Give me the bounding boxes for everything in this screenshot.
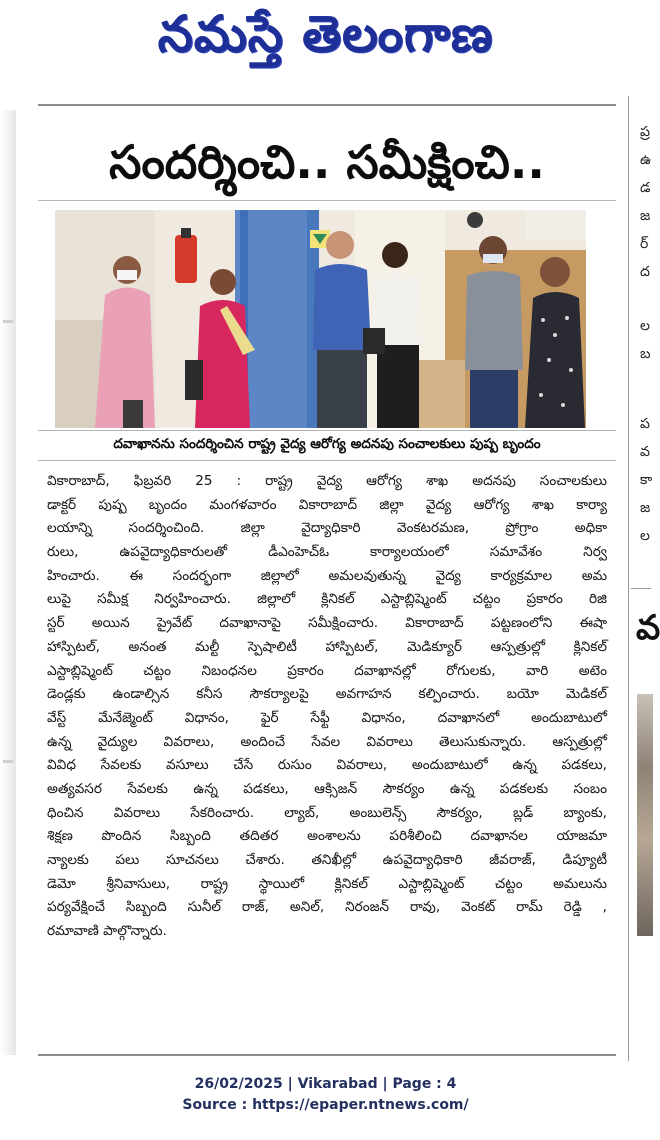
body-line: స్టర్ అయిన ప్రైవేట్ దవాఖానాపై సమీక్షించారు. వికారాబాద్ పట్టణంలోని ఈషా	[47, 615, 607, 632]
body-line: ధించిన వివరాలు సేకరించారు. ల్యాబ్, అంబులెన్స్ సౌకర్యం, బ్లడ్ బ్యాంకు,	[47, 804, 607, 821]
neighbor-glyph: వ	[640, 444, 650, 460]
body-line: హించారు. ఈ సందర్భంగా జిల్లాలో అమలవుతున్న వైద్య కార్యక్రమాల అమ	[47, 567, 607, 584]
body-line: డెమో శ్రీనివాసులు, రాష్ట్ర స్థాయిలో క్లినికల్ ఎస్టాబ్లిష్మెంట్ చట్టం అమలును	[47, 875, 607, 892]
article-headline: సందర్శించి.. సమీక్షించి..	[109, 135, 545, 189]
body-line: రమావాణి పాల్గొన్నారు.	[47, 923, 167, 940]
body-line: రులు, ఉపవైద్యాధికారులతో డీఎంహెచ్ఓ కార్యాలయంలో సమావేశం నిర్వ	[47, 544, 607, 561]
body-line: శిక్షణ పొందిన సిబ్బంది తదితర అంశాలను పరిశీలించి దవాఖానల యాజమా	[47, 828, 607, 845]
neighbor-glyph: డ	[640, 180, 651, 196]
neighbor-glyph: ఉ	[640, 152, 652, 168]
edge-mark	[3, 320, 13, 323]
column-divider	[628, 96, 629, 1061]
body-line: ఎస్టాబ్లిష్మెంట్ చట్టం నిబంధనల ప్రకారం దవాఖానల్లో రోగులకు, వారి అటెం	[47, 662, 607, 679]
article-photo	[55, 210, 586, 428]
body-line: న్యాలకు పలు సూచనలు చేశారు. తనిఖీల్లో ఉపవైద్యాధికారి జీవరాజ్, డిప్యూటీ	[47, 852, 607, 868]
photo-caption: దవాఖానను సందర్శించిన రాష్ట్ర వైద్య ఆరోగ్య అదనపు సంచాలకులు పుష్ప బృందం	[113, 436, 541, 452]
news-article	[38, 104, 616, 1056]
neighbor-glyph: కా	[640, 472, 653, 488]
footer-source: Source : https://epaper.ntnews.com/	[182, 1097, 469, 1113]
newspaper-masthead	[0, 0, 651, 80]
neighbor-photo	[637, 694, 653, 936]
neighbor-glyph: బ	[640, 346, 651, 362]
photo-illustration	[55, 210, 586, 428]
neighbor-glyph: జ	[640, 500, 651, 516]
headline-rule	[38, 200, 616, 201]
neighbor-glyph: ప్ర	[640, 124, 650, 140]
body-line: డెండ్లకు ఉండాల్సిన కనీస సౌకర్యాలపై అవగాహన కల్పించారు. బయో మెడికల్	[47, 686, 607, 703]
body-line: ఉన్న వైద్యుల వివరాలు, అందించే సేవల వివరాలు తెలుసుకున్నారు. ఆస్పత్రుల్లో	[47, 733, 607, 750]
top-rule	[38, 104, 616, 106]
body-line: లయాన్ని సందర్శించింది. జిల్లా వైద్యాధికారి వెంకటరమణ, ప్రోగ్రాం అధికా	[47, 520, 607, 537]
neighbor-headline-glyph: వ	[636, 608, 660, 648]
article-body	[47, 470, 607, 944]
masthead-title: నమస్తే తెలంగాణ	[157, 4, 494, 63]
neighbor-glyph: ల	[640, 528, 650, 544]
neighbor-glyph: ర్	[640, 236, 649, 252]
bottom-rule	[38, 1054, 616, 1056]
left-page-edge	[0, 110, 16, 1055]
caption-bottom-rule	[38, 460, 616, 461]
neighbor-glyph: జ	[640, 208, 651, 224]
body-line: వికారాబాద్, ఫిబ్రవరి 25 : రాష్ట్ర వైద్య ఆరోగ్య శాఖ అదనపు సంచాలకులు	[47, 473, 607, 489]
body-line: డాక్టర్ పుష్ప బృందం మంగళవారం వికారాబాద్ జిల్లా వైద్య ఆరోగ్య శాఖ కార్యా	[47, 496, 607, 513]
body-line: పర్యవేక్షించే సిబ్బంది సునీల్ రాజ్, అనిల్, నిరంజన్ రావు, వెంకట్ రామ్ రెడ్డి ,	[47, 899, 607, 916]
body-line: వివిధ సేవలకు వసూలు చేసే రుసుం వివరాలు, అందుబాటులో ఉన్న పడకలు,	[47, 757, 607, 774]
body-line: హాస్పిటల్, అనంత మల్టీ స్పెషాలిటీ హాస్పిటల్, మెడిక్యూర్ ఆస్పత్రుల్లో క్లినికల్	[47, 638, 607, 655]
neighbor-rule	[631, 588, 651, 589]
neighbor-glyph: ద	[640, 264, 650, 280]
neighbor-glyph: ల	[640, 318, 650, 334]
page-footer	[0, 1074, 651, 1116]
body-line: అత్యవసర సేవలకు ఉన్న పడకలు, ఆక్సిజన్ సౌకర్యం ఉన్న పడకలకు సంబం	[47, 780, 607, 797]
body-line: లుపై సమీక్ష నిర్వహించారు. జిల్లాలో క్లినికల్ ఎస్టాబ్లిష్మెంట్ చట్టం ప్రకారం రిజి	[47, 591, 607, 608]
footer-dateline: 26/02/2025 | Vikarabad | Page : 4	[194, 1076, 457, 1092]
adjacent-column	[628, 96, 660, 1061]
edge-mark	[3, 760, 13, 763]
neighbor-glyph: ప	[640, 416, 650, 432]
body-line: వేస్ట్ మేనేజ్మెంట్ విధానం, ఫైర్ సేఫ్టీ విధానం, దవాఖానలో అందుబాటులో	[47, 709, 607, 726]
